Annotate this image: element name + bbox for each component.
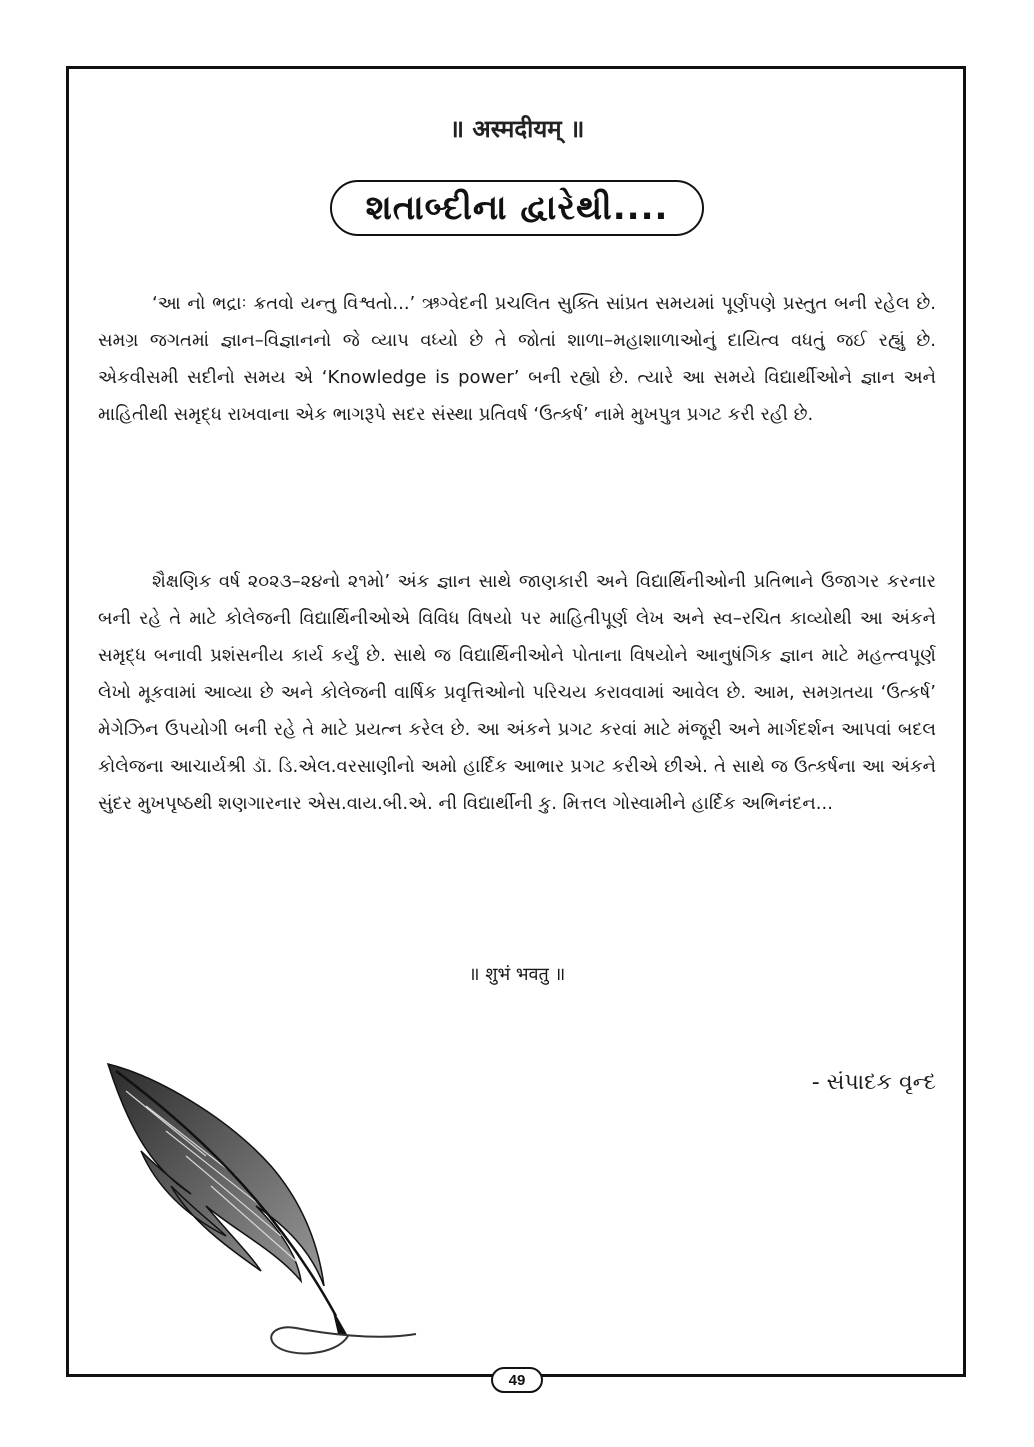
editor-signature: - સંપાદક વૃન્દ	[811, 1070, 936, 1095]
paragraph-intro: ‘આ નો ભદ્રાઃ ક્રતવો યન્તુ વિશ્વતો...’ ઋગ્વેદની પ્રચલિત સુક્તિ સાંપ્રત સમયમાં પૂર્ણપણે પ્રસ્તુત બની રહેલ છે. સમગ્ર જગતમાં જ્ઞાન–વિજ્ઞાનનો જે વ્યાપ વધ્યો છે તે જોતાં શાળા–મહાશાળાઓનું દાયિત્વ વધતું જઈ રહ્યું છે. એકવીસમી સદીનો સમય એ ‘Knowledge is power’ બની રહ્યો છે. ત્યારે આ સમયે વિદ્યાર્થીઓને જ્ઞાન અને માહિતીથી સમૃદ્ધ રાખવાના એક ભાગરૂપે સદર સંસ્થા પ્રતિવર્ષ ‘ઉત્કર્ષ’ નામે મુખપુત્ર પ્રગટ કરી રહી છે.	[98, 293, 936, 425]
title-banner	[330, 180, 704, 236]
paragraph-main: શૈક્ષણિક વર્ષ ૨૦૨૩–૨૪નો ૨૧મો’ અંક જ્ઞાન સાથે જાણકારી અને વિદ્યાર્થિનીઓની પ્રતિભાને ઉજાગર કરનાર બની રહે તે માટે કોલેજની વિદ્યાર્થિનીઓએ વિવિધ વિષયો પર માહિતીપૂર્ણ લેખ અને સ્વ–રચિત કાવ્યોથી આ અંકને સમૃદ્ધ બનાવી પ્રશંસનીય કાર્ય કર્યું છે. સાથે જ વિદ્યાર્થિનીઓને પોતાના વિષયોને આનુષંગિક જ્ઞાન માટે મહત્ત્વપૂર્ણ લેખો મૂકવામાં આવ્યા છે અને કોલેજની વાર્ષિક પ્રવૃત્તિઓનો પરિચય કરાવવામાં આવેલ છે. આમ, સમગ્રતયા ‘ઉત્કર્ષ’ મેગેઝિન ઉપયોગી બની રહે તે માટે પ્રયત્ન કરેલ છે. આ અંકને પ્રગટ કરવાં માટે મંજૂરી અને માર્ગદર્શન આપવાં બદલ કોલેજના આચાર્યશ્રી ડૉ. ડિ.એલ.વરસાણીનો અમો હાર્દિક આભાર પ્રગટ કરીએ છીએ. તે સાથે જ ઉત્કર્ષના આ અંકને સુંદર મુખપૃષ્ઠથી શણગારનાર એસ.વાય.બી.એ. ની વિદ્યાર્થીની કુ. મિત્તલ ગોસ્વામીને હાર્દિક અભિનંદન...	[98, 571, 936, 814]
page-number: 49	[491, 1367, 543, 1393]
page-heading: ॥ अस्मदीयम् ॥	[449, 115, 585, 143]
quill-pen-icon	[86, 1036, 456, 1366]
page-title: શતાબ્દીના દ્વારેથી....	[365, 188, 669, 228]
blessing-line: ॥ शुभं भवतु ॥	[468, 964, 566, 985]
